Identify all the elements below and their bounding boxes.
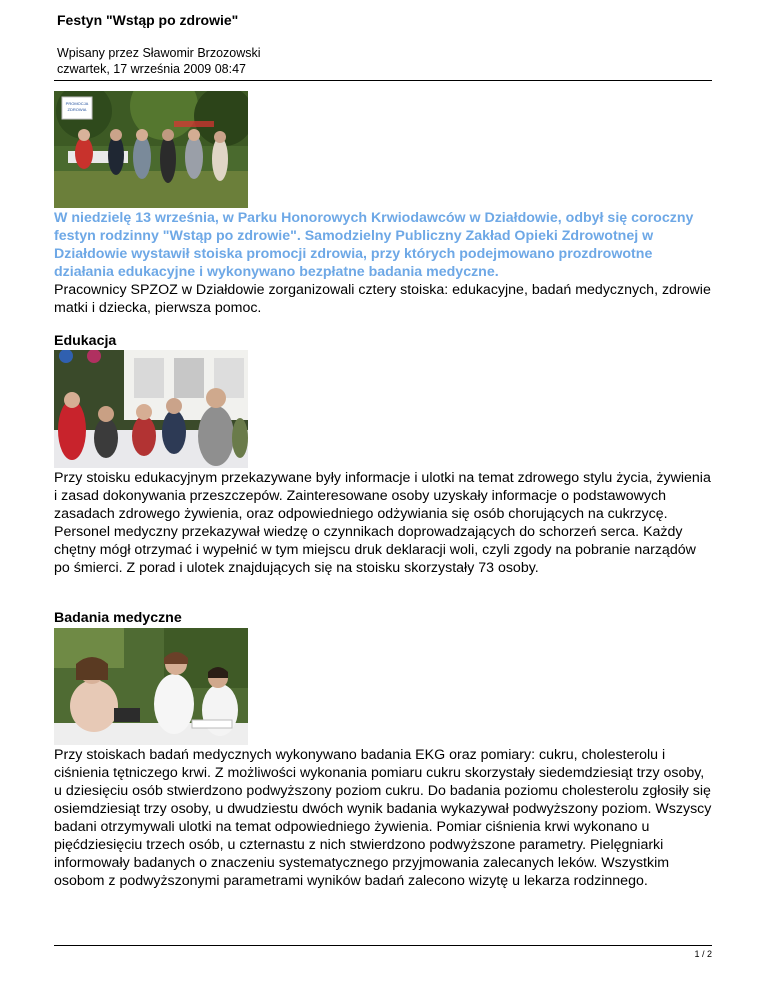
education-stand-photo bbox=[54, 350, 248, 468]
footer-divider bbox=[54, 945, 712, 946]
svg-text:ZDROWIA: ZDROWIA bbox=[67, 107, 87, 112]
section-heading-badania: Badania medyczne bbox=[54, 610, 182, 626]
page-title: Festyn "Wstąp po zdrowie" bbox=[57, 12, 239, 28]
author-line: Wpisany przez Sławomir Brzozowski bbox=[57, 46, 261, 60]
header-divider bbox=[54, 80, 712, 81]
section-body-badania: Przy stoiskach badań medycznych wykonywano badania EKG oraz pomiary: cukru, cholesterolu i ciśnienia tętniczego krwi. Z możliwości wykonania pomiaru cukru skorzystały siedemdziesiąt trzy osoby, u dziesięciu osób stwierdzono podwyższony poziom cukru. Do badania poziomu cholesterolu zgłosiły się osiemdziesiąt trzy osoby, u dwudziestu dwóch wynik badania wykazywał podwyższony poziom. Wszyscy badani otrzymywali ulotki na temat odpowiedniego żywienia. Pomiar ciśnienia krwi wykonano u pięćdziesięciu trzech osób, u czternastu z nich stwierdzono podwyższone parametry. Pielęgniarki informowały badanych o znaczeniu systematycznego przyjmowania zalecanych leków. Wszystkim osobom z podwyższonymi parametrami wyników badań zalecono wizytę u lekarza rodzinnego. bbox=[54, 747, 712, 889]
medical-tests-photo bbox=[54, 628, 248, 745]
date-line: czwartek, 17 września 2009 08:47 bbox=[57, 62, 246, 76]
section-heading-edukacja: Edukacja bbox=[54, 333, 117, 349]
page-number: 1 / 2 bbox=[694, 949, 712, 959]
section-body-edukacja: Przy stoisku edukacyjnym przekazywane były informacje i ulotki na temat zdrowego stylu życia, żywienia i zasad dokonywania przeszczepów. Zainteresowane osoby uzyskały informacje o podstawowych zasadach zdrowego żywienia, oraz odpowiedniego odżywiania się osób chorujących na cukrzycę. Personel medyczny przekazywał wiedzę o czynnikach doprowadzających do schorzeń serca. Każdy chętny mógł otrzymać i wypełnić w tym miejscu druk deklaracji woli, czyli zgody na pobranie narządów po śmierci. Z porad i ulotek znajdujących się na stoisku skorzystały 73 osoby. bbox=[54, 470, 711, 576]
article-meta bbox=[57, 45, 261, 77]
article-intro: Pracownicy SPZOZ w Działdowie zorganizowali cztery stoiska: edukacyjne, badań medycznych, zdrowie matki i dziecka, pierwsza pomoc. bbox=[54, 282, 711, 316]
festival-photo bbox=[54, 91, 248, 208]
article-lead: W niedzielę 13 września, w Parku Honorowych Krwiodawców w Działdowie, odbył się coroczny festyn rodzinny "Wstąp po zdrowie". Samodzielny Publiczny Zakład Opieki Zdrowotnej w Działdowie wystawił stoiska promocji zdrowia, przy których podejmowano prozdrowotne działania edukacyjne i wykonywano bezpłatne badania medyczne. bbox=[54, 210, 694, 280]
svg-text:PROMOCJA: PROMOCJA bbox=[65, 101, 89, 106]
